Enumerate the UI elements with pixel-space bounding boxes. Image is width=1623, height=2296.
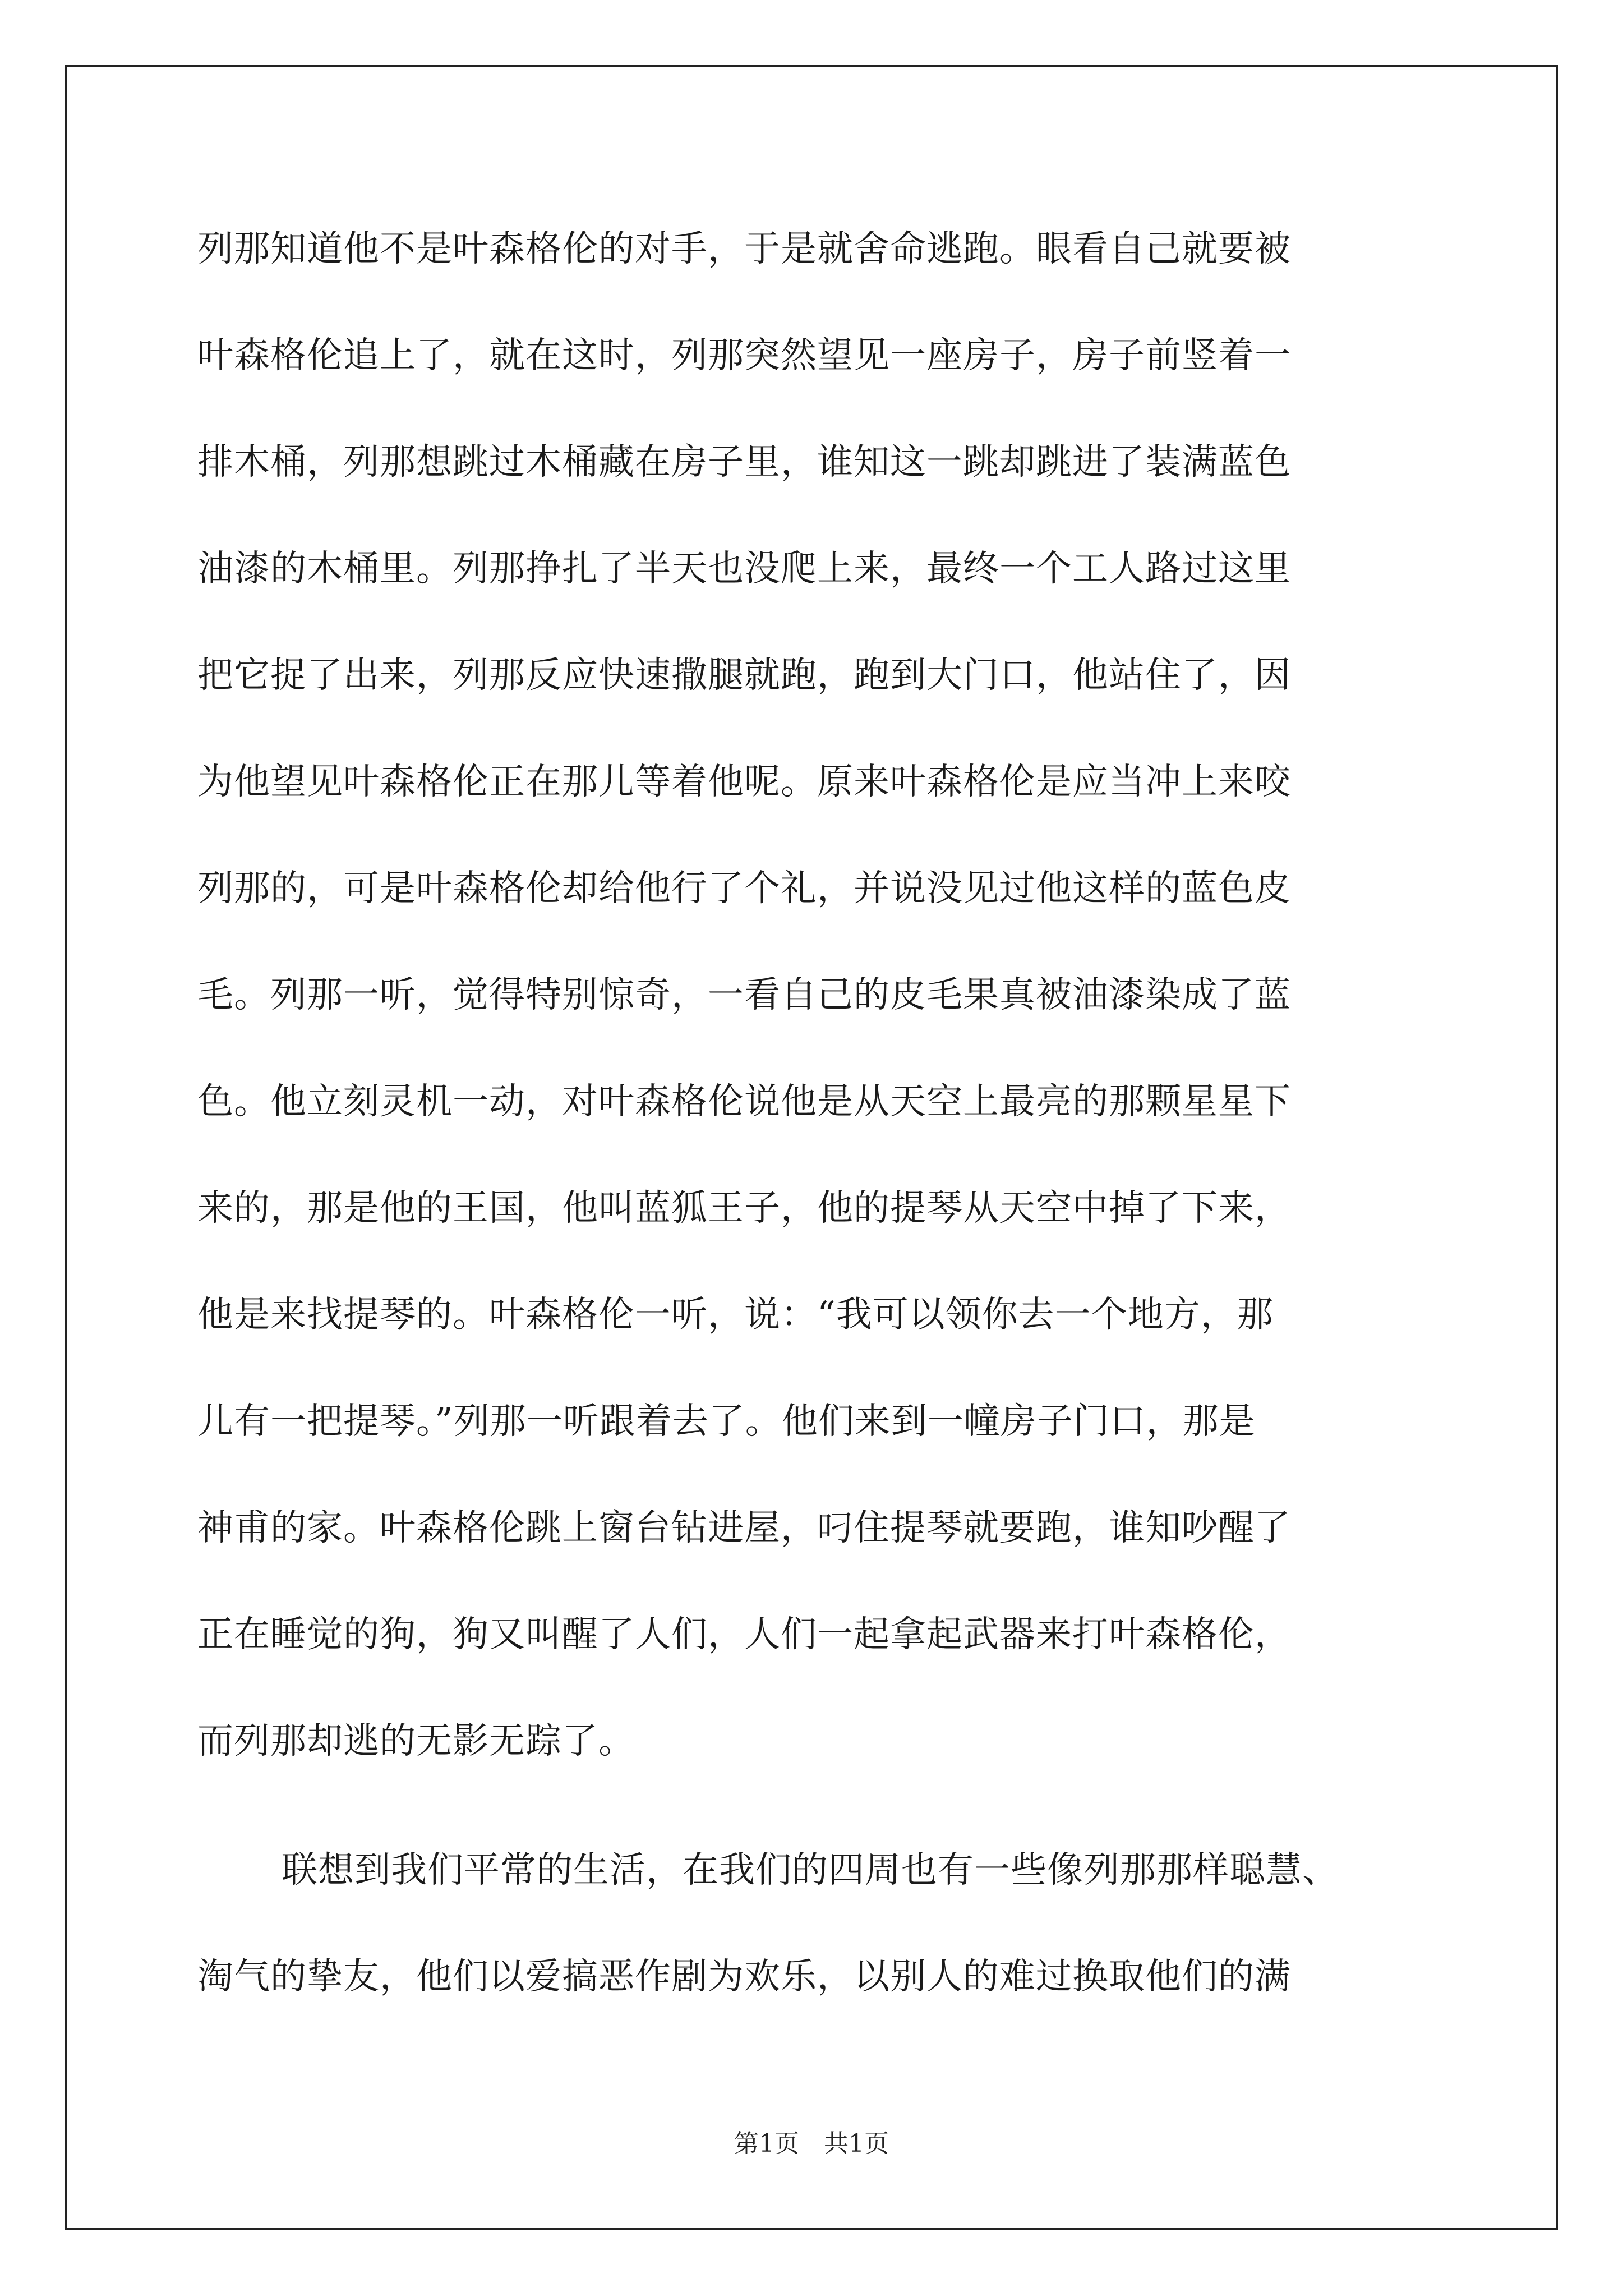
text-line: 而列那却逃的无影无踪了。: [197, 1720, 635, 1762]
text-line: 儿有一把提琴。”列那一听跟着去了。他们来到一幢房子门口，那是: [197, 1401, 1256, 1442]
text-line: 毛。列那一听，觉得特别惊奇，一看自己的皮毛果真被油漆染成了蓝: [197, 974, 1291, 1016]
page-number-footer: 第1页 共1页: [734, 2129, 889, 2158]
text-line: 列那的，可是叶森格伦却给他行了个礼，并说没见过他这样的蓝色皮: [197, 868, 1291, 909]
text-line: 列那知道他不是叶森格伦的对手，于是就舍命逃跑。眼看自己就要被: [197, 228, 1291, 270]
text-line: 油漆的木桶里。列那挣扎了半天也没爬上来，最终一个工人路过这里: [197, 548, 1291, 590]
text-line: 正在睡觉的狗，狗又叫醒了人们，人们一起拿起武器来打叶森格伦，: [197, 1614, 1291, 1655]
text-line: 把它捉了出来，列那反应快速撒腿就跑，跑到大门口，他站住了，因: [197, 655, 1291, 696]
text-line: 色。他立刻灵机一动，对叶森格伦说他是从天空上最亮的那颗星星下: [197, 1081, 1291, 1122]
document-body: [197, 210, 1426, 2044]
text-line: 排木桶，列那想跳过木桶藏在房子里，谁知这一跳却跳进了装满蓝色: [197, 441, 1291, 483]
text-line: 来的，那是他的王国，他叫蓝狐王子，他的提琴从天空中掉了下来，: [197, 1188, 1291, 1229]
text-line: 神甫的家。叶森格伦跳上窗台钻进屋，叼住提琴就要跑，谁知吵醒了: [197, 1507, 1291, 1549]
text-line: 淘气的挚友，他们以爱搞恶作剧为欢乐，以别人的难过换取他们的满: [197, 1956, 1291, 1998]
paragraph-start-line: 联想到我们平常的生活，在我们的四周也有一些像列那那样聪慧、: [282, 1849, 1339, 1891]
text-line: 叶森格伦追上了，就在这时，列那突然望见一座房子，房子前竖着一: [197, 335, 1291, 376]
text-line: 为他望见叶森格伦正在那儿等着他呢。原来叶森格伦是应当冲上来咬: [197, 761, 1291, 803]
text-line: 他是来找提琴的。叶森格伦一听，说：“我可以领你去一个地方，那: [197, 1294, 1274, 1336]
